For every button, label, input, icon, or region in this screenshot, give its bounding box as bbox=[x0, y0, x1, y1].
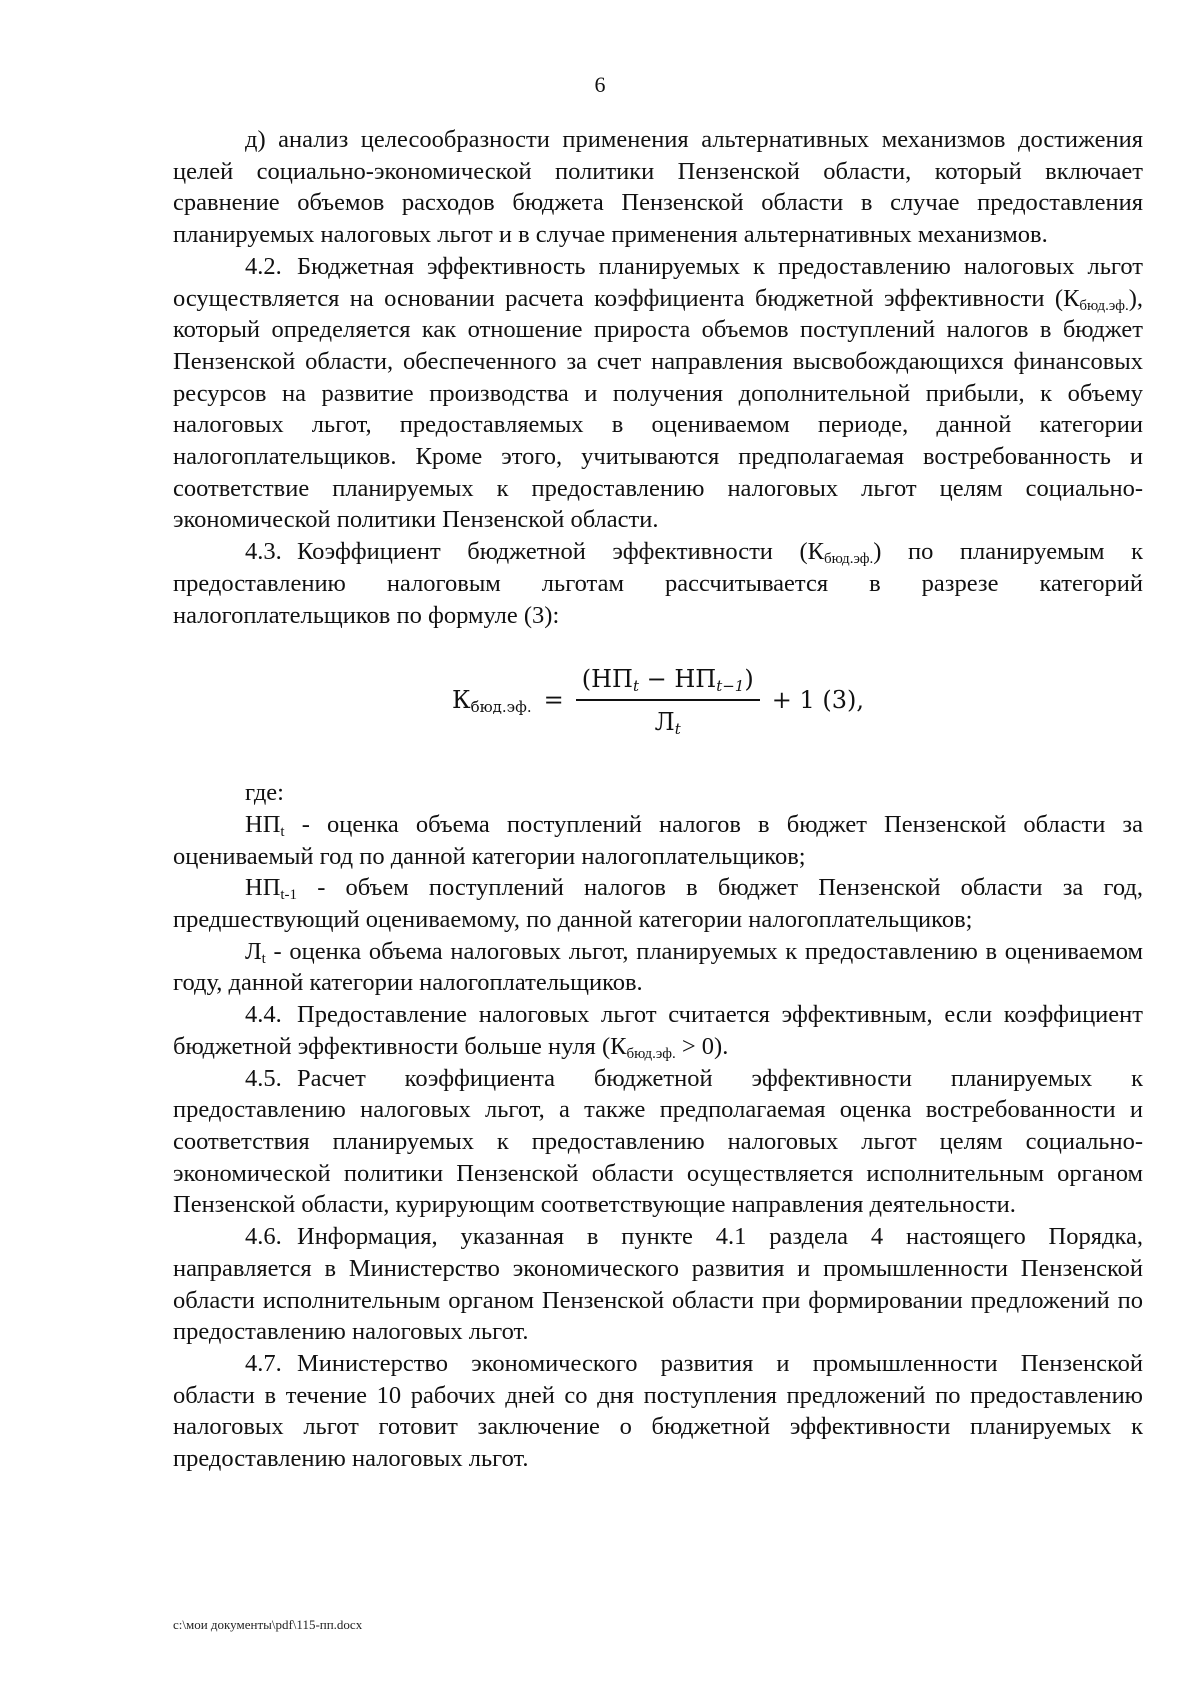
clause-number: 4.4. bbox=[245, 1001, 282, 1029]
clause-number: 4.2. bbox=[245, 252, 282, 280]
footer-file-path: c:\мои документы\pdf\115-пп.docx bbox=[173, 1617, 363, 1632]
formula-fraction bbox=[576, 664, 760, 739]
formula-denominator bbox=[655, 701, 681, 739]
definition-np-t bbox=[173, 809, 1143, 872]
definition-text: - оценка объема поступлений налогов в бюджет Пензенской области за оцениваемый год по данной категории налогоплательщиков; bbox=[173, 810, 1143, 870]
paragraph-4-5 bbox=[173, 1063, 1143, 1222]
paragraph-text: Бюджетная эффективность планируемых к предоставлению налоговых льгот осуществляется на основании расчета коэффициента бюджетной эффективности (К bbox=[173, 252, 1143, 312]
denominator-symbol: Л bbox=[654, 708, 675, 737]
paragraph-4-3 bbox=[173, 536, 1143, 631]
definition-term: Л bbox=[245, 937, 262, 965]
paragraph-d: д) анализ целесообразности применения альтернативных механизмов достижения целей социально-экономической политики Пензенской области, который включает сравнение объемов расходов бюджета Пензенской области в случае предоставления планируемых налоговых льгот и в случае применения альтернативных механизмов. bbox=[173, 126, 1143, 249]
page-number: 6 bbox=[594, 72, 606, 97]
numerator-open: (НП bbox=[581, 664, 633, 693]
definition-term: НП bbox=[245, 810, 281, 838]
formula-tail: + 1 (3), bbox=[771, 686, 864, 715]
numerator-close: ) bbox=[744, 664, 754, 693]
subscript: бюд.эф. bbox=[1079, 297, 1129, 314]
subscript: бюд.эф. bbox=[626, 1045, 676, 1062]
paragraph-4-2 bbox=[173, 251, 1143, 536]
paragraph-text: ), который определяется как отношение прироста объемов поступлений налогов в бюджет Пензенской области, обеспеченного за счет направления высвобождающихся финансовых ресурсов на развитие производства и получения дополнительной прибыли, к объему налоговых льгот, предоставляемых в оцениваемом периоде, данной категории налогоплательщиков. Кроме этого, учитываются предполагаемая востребованность и соответствие планируемых к предоставлению налоговых льгот целям социально-экономической политики Пензенской области. bbox=[173, 284, 1143, 534]
paragraph-text: > 0). bbox=[675, 1032, 729, 1060]
numerator-minus: − НП bbox=[638, 664, 717, 693]
paragraph-text: Информация, указанная в пункте 4.1 раздела 4 настоящего Порядка, направляется в Министерство экономического развития и промышленности Пензенской области исполнительным органом Пензенской области при формировании предложений по предоставлению налоговых льгот. bbox=[173, 1223, 1143, 1346]
definition-subscript: t-1 bbox=[280, 887, 298, 904]
formula-lhs bbox=[452, 685, 532, 717]
definition-subscript: t bbox=[261, 950, 266, 967]
definition-text: - оценка объема налоговых льгот, планируемых к предоставлению в оцениваемом году, данной категории налогоплательщиков. bbox=[173, 937, 1143, 997]
paragraph-text: Министерство экономического развития и промышленности Пензенской области в течение 10 рабочих дней со дня поступления предложений по предоставлению налоговых льгот готовит заключение о бюджетной эффективности планируемых к предоставлению налоговых льгот. bbox=[173, 1349, 1143, 1473]
definition-term: НП bbox=[245, 874, 281, 902]
numerator-sub-t: t bbox=[632, 676, 639, 695]
where-label: где: bbox=[245, 779, 284, 807]
subscript: бюд.эф. bbox=[823, 551, 874, 568]
clause-number: 4.7. bbox=[245, 1349, 282, 1377]
formula-lhs-subscript: бюд.эф. bbox=[470, 698, 532, 717]
paragraph-text: ) по планируемым к предоставлению налоговым льготам рассчитывается в разрезе категорий налогоплательщиков по формуле (3): bbox=[173, 538, 1143, 629]
formula-lhs-symbol: К bbox=[452, 686, 471, 715]
definition-np-t-1 bbox=[173, 872, 1143, 935]
numerator-sub-t-1: t−1 bbox=[716, 676, 745, 695]
definition-text: - объем поступлений налогов в бюджет Пензенской области за год, предшествующий оцениваемому, по данной категории налогоплательщиков; bbox=[173, 874, 1143, 934]
clause-number: 4.5. bbox=[245, 1064, 282, 1092]
document-body bbox=[173, 124, 1143, 1475]
paragraph-text: Расчет коэффициента бюджетной эффективности планируемых к предоставлению налоговых льгот, а также предполагаемая оценка востребованности и соответствия планируемых к предоставлению налоговых льгот целям социально-экономической политики Пензенской области осуществляется исполнительным органом Пензенской области, курирующим соответствующие направления деятельности. bbox=[173, 1064, 1143, 1219]
denominator-sub: t bbox=[674, 720, 681, 739]
paragraph-text: Предоставление налоговых льгот считается эффективным, если коэффициент бюджетной эффективности больше нуля (К bbox=[173, 1001, 1143, 1060]
paragraph-4-7 bbox=[173, 1348, 1143, 1475]
paragraph-4-6 bbox=[173, 1221, 1143, 1348]
definition-l-t bbox=[173, 936, 1143, 999]
formula-equals: = bbox=[543, 686, 564, 715]
paragraph-text: Коэффициент бюджетной эффективности (К bbox=[297, 538, 824, 566]
paragraph-4-4 bbox=[173, 999, 1143, 1062]
clause-number: 4.3. bbox=[245, 538, 282, 566]
formula-numerator bbox=[576, 664, 760, 702]
definition-subscript: t bbox=[280, 823, 285, 840]
clause-number: 4.6. bbox=[245, 1223, 282, 1251]
formula-3 bbox=[173, 641, 1143, 761]
